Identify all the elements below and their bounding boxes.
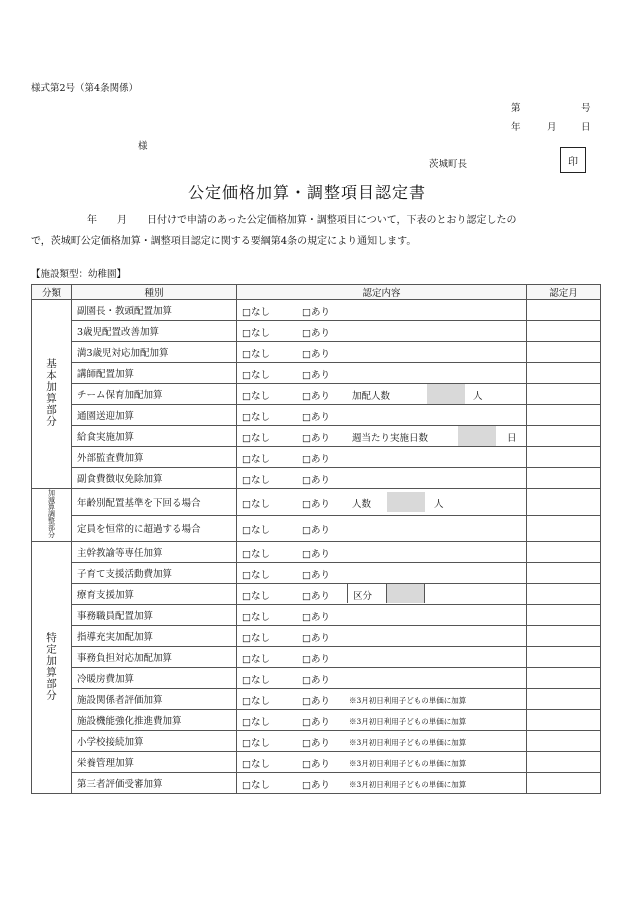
option-none-checkbox[interactable]: □なし [242, 696, 270, 707]
document-title: 公定価格加算・調整項目認定書 [188, 183, 427, 202]
option-none-checkbox[interactable]: □なし [242, 454, 270, 465]
content-cell [237, 405, 527, 426]
extra-label: 区分 [353, 591, 373, 602]
table-row [32, 342, 601, 363]
content-cell [237, 542, 527, 563]
header-category: 分類 [32, 285, 72, 300]
extra-label: 人数 [352, 498, 372, 510]
content-cell [237, 563, 527, 584]
form-number: 様式第2号（第4条関係） [31, 83, 139, 94]
note-text: ※3月初日利用子どもの単価に加算 [349, 696, 467, 705]
option-yes-checkbox[interactable]: □あり [302, 696, 330, 707]
month-cell[interactable] [527, 752, 601, 773]
item-name: 講師配置加算 [72, 363, 237, 384]
month-cell[interactable] [527, 731, 601, 752]
month-cell[interactable] [527, 363, 601, 384]
input-box[interactable] [386, 584, 424, 603]
month-cell[interactable] [527, 384, 601, 405]
date-day: 日 [581, 122, 591, 133]
option-yes-checkbox[interactable]: □あり [302, 498, 330, 510]
table-row [32, 300, 601, 321]
option-yes-checkbox[interactable]: □あり [302, 525, 330, 537]
option-none-checkbox[interactable]: □なし [242, 570, 270, 581]
category-cell [32, 542, 72, 794]
content-cell [237, 363, 527, 384]
header-month: 認定月 [527, 285, 601, 300]
category-cell [32, 489, 72, 542]
table-row [32, 710, 601, 731]
option-none-checkbox[interactable]: □なし [242, 633, 270, 644]
option-none-checkbox[interactable]: □なし [242, 307, 270, 318]
table-row [32, 515, 601, 542]
seal-box [560, 147, 586, 173]
month-cell[interactable] [527, 342, 601, 363]
category-label: 基本加算部分 [45, 358, 57, 427]
content-cell [237, 731, 527, 752]
option-yes-checkbox[interactable]: □あり [302, 612, 330, 623]
option-yes-checkbox[interactable]: □あり [302, 475, 330, 486]
option-none-checkbox[interactable]: □なし [242, 717, 270, 728]
option-none-checkbox[interactable]: □なし [242, 498, 270, 510]
option-none-checkbox[interactable]: □なし [242, 612, 270, 623]
input-box[interactable] [458, 426, 496, 446]
option-none-checkbox[interactable]: □なし [242, 525, 270, 537]
extra-unit: 人 [434, 498, 444, 510]
option-yes-checkbox[interactable]: □あり [302, 454, 330, 465]
input-box[interactable] [427, 384, 465, 404]
header-type: 種別 [72, 285, 237, 300]
content-cell [237, 626, 527, 647]
table-row [32, 405, 601, 426]
table-row [32, 563, 601, 584]
month-cell[interactable] [527, 563, 601, 584]
option-yes-checkbox[interactable]: □あり [302, 307, 330, 318]
month-cell[interactable] [527, 405, 601, 426]
month-cell[interactable] [527, 647, 601, 668]
option-none-checkbox[interactable]: □なし [242, 328, 270, 339]
option-none-checkbox[interactable]: □なし [242, 654, 270, 665]
month-cell[interactable] [527, 321, 601, 342]
content-cell [237, 752, 527, 773]
option-none-checkbox[interactable]: □なし [242, 412, 270, 423]
content-cell [237, 689, 527, 710]
item-name: 施設関係者評価加算 [72, 689, 237, 710]
table-row [32, 626, 601, 647]
doc-number-suffix: 号 [581, 103, 591, 114]
item-name: 外部監査費加算 [72, 447, 237, 468]
extra-label: 週当たり実施日数 [352, 433, 429, 444]
extra-label: 加配人数 [352, 391, 391, 402]
option-yes-checkbox[interactable]: □あり [302, 654, 330, 665]
month-cell[interactable] [527, 710, 601, 731]
item-name: 事務職員配置加算 [72, 605, 237, 626]
item-name: 副食費徴収免除加算 [72, 468, 237, 489]
option-none-checkbox[interactable]: □なし [242, 433, 270, 444]
option-none-checkbox[interactable]: □なし [242, 349, 270, 360]
doc-number-prefix: 第 [511, 103, 521, 114]
month-cell[interactable] [527, 542, 601, 563]
table-row [32, 542, 601, 563]
month-cell[interactable] [527, 668, 601, 689]
table-row [32, 489, 601, 516]
month-cell[interactable] [527, 626, 601, 647]
option-yes-checkbox[interactable]: □あり [302, 391, 330, 402]
content-cell [237, 342, 527, 363]
facility-type: 【施設類型：幼稚園】 [31, 269, 127, 280]
date-year: 年 [511, 122, 521, 133]
item-name: 子育て支援活動費加算 [72, 563, 237, 584]
item-name: 療育支援加算 [72, 584, 237, 605]
option-none-checkbox[interactable]: □なし [242, 370, 270, 381]
table-row [32, 752, 601, 773]
issuer-name: 茨城町長 [429, 159, 468, 170]
classification-box [347, 584, 425, 603]
item-name: 事務負担対応加配加算 [72, 647, 237, 668]
item-name: 第三者評価受審加算 [72, 773, 237, 794]
item-name: 小学校接続加算 [72, 731, 237, 752]
content-cell [237, 515, 527, 542]
item-name: 定員を恒常的に超過する場合 [72, 515, 237, 542]
note-text: ※3月初日利用子どもの単価に加算 [349, 717, 467, 726]
table-row [32, 647, 601, 668]
item-name: 年齢別配置基準を下回る場合 [72, 489, 237, 516]
option-yes-checkbox[interactable]: □あり [302, 570, 330, 581]
option-yes-checkbox[interactable]: □あり [302, 328, 330, 339]
option-yes-checkbox[interactable]: □あり [302, 738, 330, 749]
content-cell [237, 668, 527, 689]
option-none-checkbox[interactable]: □なし [242, 391, 270, 402]
header-content: 認定内容 [237, 285, 527, 300]
option-yes-checkbox[interactable]: □あり [302, 759, 330, 770]
option-none-checkbox[interactable]: □なし [242, 675, 270, 686]
content-cell [237, 773, 527, 794]
date-month: 月 [547, 122, 557, 133]
table-header-row [32, 285, 601, 300]
content-cell [237, 605, 527, 626]
addressee-suffix: 様 [138, 141, 148, 152]
content-cell [237, 300, 527, 321]
category-cell [32, 300, 72, 489]
month-cell[interactable] [527, 773, 601, 794]
item-name: 指導充実加配加算 [72, 626, 237, 647]
option-yes-checkbox[interactable]: □あり [302, 591, 330, 602]
table-row [32, 468, 601, 489]
month-cell[interactable] [527, 426, 601, 447]
extra-unit: 人 [473, 391, 483, 402]
option-yes-checkbox[interactable]: □あり [302, 412, 330, 423]
month-cell[interactable] [527, 468, 601, 489]
month-cell[interactable] [527, 605, 601, 626]
option-none-checkbox[interactable]: □なし [242, 738, 270, 749]
table-row [32, 447, 601, 468]
table-row [32, 363, 601, 384]
item-name: 給食実施加算 [72, 426, 237, 447]
option-none-checkbox[interactable]: □なし [242, 475, 270, 486]
table-row [32, 773, 601, 794]
option-yes-checkbox[interactable]: □あり [302, 633, 330, 644]
content-cell [237, 584, 527, 605]
intro-line-1: 年 月 日付けで申請のあった公定価格加算・調整項目について，下表のとおり認定したの [87, 215, 517, 226]
table-row [32, 689, 601, 710]
table-row [32, 668, 601, 689]
category-label: 加減算調整部分 [47, 489, 56, 538]
intro-line-2: で，茨城町公定価格加算・調整項目認定に関する要綱第4条の規定により通知します。 [31, 236, 417, 247]
option-yes-checkbox[interactable]: □あり [302, 433, 330, 444]
option-none-checkbox[interactable]: □なし [242, 591, 270, 602]
item-name: 冷暖房費加算 [72, 668, 237, 689]
option-yes-checkbox[interactable]: □あり [302, 549, 330, 560]
month-cell[interactable] [527, 447, 601, 468]
category-label: 特定加算部分 [45, 631, 57, 701]
table-row [32, 321, 601, 342]
note-text: ※3月初日利用子どもの単価に加算 [349, 780, 467, 789]
option-yes-checkbox[interactable]: □あり [302, 675, 330, 686]
seal-label: 印 [568, 156, 578, 168]
table-row [32, 384, 601, 405]
option-yes-checkbox[interactable]: □あり [302, 717, 330, 728]
option-none-checkbox[interactable]: □なし [242, 780, 270, 791]
table-row [32, 605, 601, 626]
table-row [32, 426, 601, 447]
option-none-checkbox[interactable]: □なし [242, 549, 270, 560]
month-cell[interactable] [527, 489, 601, 516]
month-cell[interactable] [527, 515, 601, 542]
item-name: 満3歳児対応加配加算 [72, 342, 237, 363]
content-cell [237, 710, 527, 731]
content-cell [237, 426, 527, 447]
note-text: ※3月初日利用子どもの単価に加算 [349, 738, 467, 747]
item-name: 通園送迎加算 [72, 405, 237, 426]
item-name: 3歳児配置改善加算 [72, 321, 237, 342]
table-row [32, 584, 601, 605]
content-cell [237, 468, 527, 489]
option-none-checkbox[interactable]: □なし [242, 759, 270, 770]
item-name: 施設機能強化推進費加算 [72, 710, 237, 731]
option-yes-checkbox[interactable]: □あり [302, 349, 330, 360]
month-cell[interactable] [527, 584, 601, 605]
option-yes-checkbox[interactable]: □あり [302, 780, 330, 791]
certification-table [31, 284, 601, 794]
item-name: 副園長・教頭配置加算 [72, 300, 237, 321]
option-yes-checkbox[interactable]: □あり [302, 370, 330, 381]
input-box[interactable] [387, 492, 425, 512]
item-name: チーム保育加配加算 [72, 384, 237, 405]
month-cell[interactable] [527, 300, 601, 321]
content-cell [237, 489, 527, 516]
item-name: 主幹教諭等専任加算 [72, 542, 237, 563]
extra-unit: 日 [507, 433, 517, 444]
table-row [32, 731, 601, 752]
content-cell [237, 647, 527, 668]
content-cell [237, 321, 527, 342]
month-cell[interactable] [527, 689, 601, 710]
note-text: ※3月初日利用子どもの単価に加算 [349, 759, 467, 768]
item-name: 栄養管理加算 [72, 752, 237, 773]
content-cell [237, 384, 527, 405]
content-cell [237, 447, 527, 468]
